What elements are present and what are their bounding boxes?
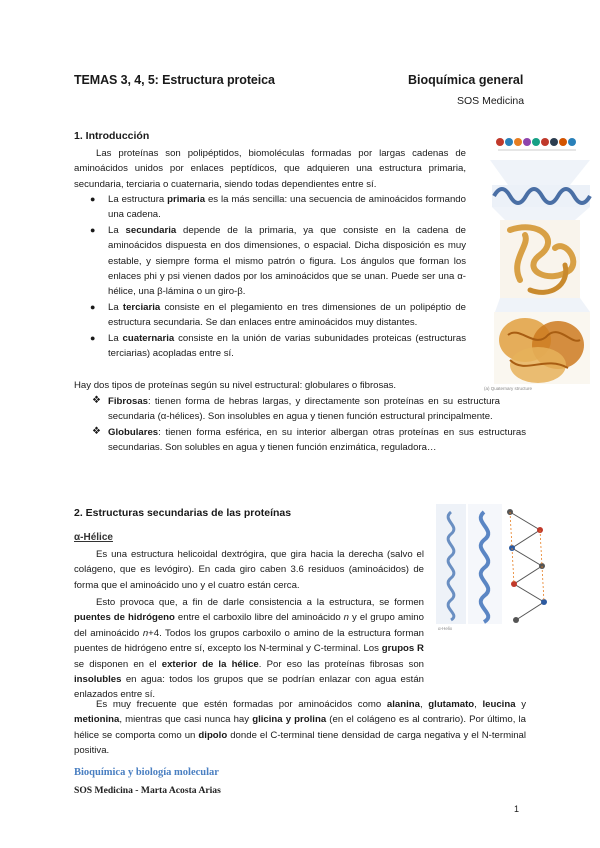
page-number: 1 — [514, 804, 520, 814]
section-1-heading: 1. Introducción — [74, 130, 150, 142]
structure-levels-list — [74, 192, 466, 361]
section-2-heading: 2. Estructuras secundarias de las proteínas — [74, 507, 292, 519]
diamond-bullet-icon: ❖ — [92, 395, 101, 406]
figure-caption: α-Helix — [438, 626, 453, 631]
amino-acid-chain — [496, 138, 576, 150]
list-item: ● La terciaria consiste en el plegamiento en tres dimensiones de un polipéptio de estructura secundaria. Se dan enlaces entre aminoácidos muy distantes. — [90, 301, 466, 329]
protein-types-intro: Hay dos tipos de proteínas según su nivel estructural: globulares o fibrosas. — [74, 380, 397, 391]
quaternary-structure-blob — [494, 312, 590, 384]
list-item: ● La cuaternaria consiste en la unión de varias subunidades proteicas (estructuras terciarias) acopladas entre sí. — [90, 332, 466, 360]
bullet-icon: ● — [90, 301, 96, 312]
footer-author: SOS Medicina - Marta Acosta Arias — [74, 785, 221, 796]
helix-ball-stick-model — [507, 509, 547, 623]
protein-types-list — [74, 394, 526, 456]
list-item: ● La estructura primaria es la más sencilla: una secuencia de aminoácidos formando una cadena. — [90, 194, 466, 221]
organization-label: SOS Medicina — [457, 95, 525, 107]
document-topic-header: TEMAS 3, 4, 5: Estructura proteica — [74, 73, 275, 87]
alpha-helix-paragraph-3: Es muy frecuente que estén formadas por aminoácidos como alanina, glutamato, leucina y metionina, mientras que casi nunca hay glicina y prolina (en el colágeno es al contrario). Por último, la hélice se comporta como un dipolo donde el C-terminal tiene densidad de carga negativa y el N-terminal positiva. — [74, 699, 527, 757]
tertiary-structure-blob — [500, 220, 580, 298]
alpha-helix-strip — [492, 185, 590, 207]
bullet-icon: ● — [90, 332, 96, 343]
list-item: ❖ Globulares: tienen forma esférica, en su interior albergan otras proteínas en sus estructuras secundarias. Son solubles en agua y tienen función enzimática, reguladora… — [92, 425, 526, 454]
alpha-helix-paragraph-2: Esto provoca que, a fin de darle consistencia a la estructura, se formen puentes de hidrógeno entre el carboxilo libre del aminoácido n y el grupo amino del aminoácido n+4. Todos los grupos carboxilo o amino de la estructura forman puentes de hidrógeno entre sí, excepto los N-terminal y C-terminal. Los grupos R se disponen en el exterior de la hélice. Por eso las proteínas fibrosas son insolubles en agua: todos los grupos que se podrían enlazar con agua están enlazados entre sí. — [74, 597, 424, 701]
protein-structure-illustration — [480, 130, 598, 418]
intro-paragraph: Las proteínas son polipéptidos, biomoléculas formadas por largas cadenas de aminoácidos unidos por enlaces peptídicos, que adquieren una estructura primaria, secundaria, terciaria o cuaternaria, siendo todas dependientes entre sí. — [74, 148, 466, 190]
alpha-helix-subheading: α-Hélice — [74, 532, 113, 543]
bullet-icon: ● — [90, 194, 96, 204]
bullet-icon: ● — [90, 224, 96, 235]
protein-structure-figure — [480, 130, 598, 418]
list-item: ● La secundaria depende de la primaria, ya que consiste en la cadena de aminoácidos dispuesta en dos dimensiones, o espacial. Dicha disposición es muy estable, y siempre forma el mismo patrón o figura. Los ángulos que forman los enlaces phi y psi vienen dados por los aminoácidos que se unan. Puede ser una α-hélice, una β-lámina o un giro-β. — [90, 224, 466, 298]
figure-caption: (a) Quaternary structure — [484, 386, 533, 391]
list-item: ❖ Fibrosas: tienen forma de hebras largas, y directamente son proteínas en su estructura secundaria (α-hélices). Son insolubles en agua y tienen función estructural principalmente. — [92, 395, 500, 423]
diamond-bullet-icon: ❖ — [92, 425, 101, 437]
course-title: Bioquímica general — [408, 73, 524, 87]
alpha-helix-figure — [436, 500, 556, 660]
alpha-helix-paragraph-1: Es una estructura helicoidal dextrógira, que gira hacia la derecha (salvo el colágeno, que es levógiro). En cada giro caben 3.6 residuos (aminoácidos) de forma que el aminoácido uno y el cuatro están cerca. — [74, 549, 424, 591]
footer-subject: Bioquímica y biología molecular — [74, 767, 219, 778]
